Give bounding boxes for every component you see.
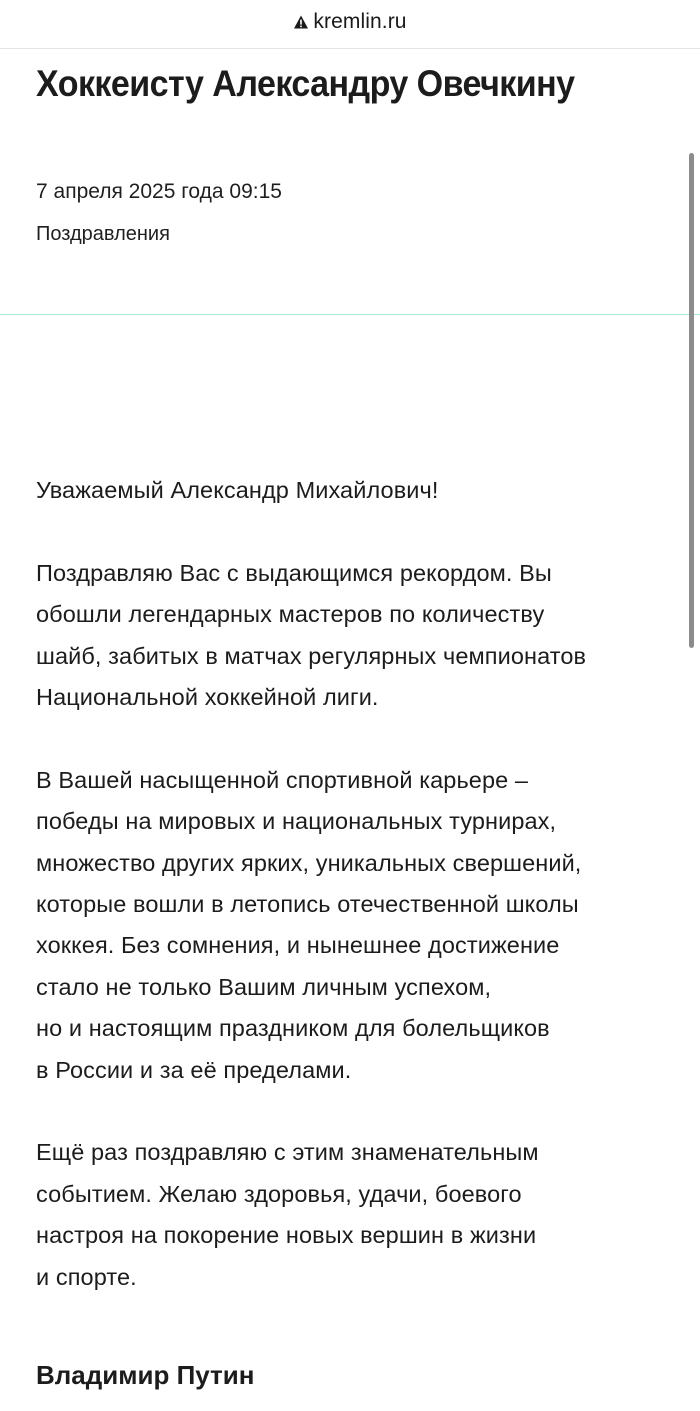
article-body: [36, 470, 676, 1298]
text-line: и спорте.: [36, 1263, 137, 1290]
address-bar[interactable]: [0, 0, 700, 49]
page-title: Хоккеисту Александру Овечкину: [36, 63, 575, 104]
section-divider: [0, 314, 700, 315]
signature: Владимир Путин: [36, 1360, 255, 1390]
text-line: стало не только Вашим личным успехом,: [36, 973, 492, 1000]
address-bar-content: [293, 10, 406, 34]
text-line: хоккея. Без сомнения, и нынешнее достижение: [36, 932, 560, 959]
paragraph-1: [36, 553, 676, 719]
text-line: множество других ярких, уникальных свершений,: [36, 849, 582, 876]
text-line: в России и за её пределами.: [36, 1056, 352, 1083]
text-line: шайб, забитых в матчах регулярных чемпионатов: [36, 642, 587, 669]
text-line: Национальной хоккейной лиги.: [36, 684, 379, 711]
warning-triangle-icon: [293, 14, 309, 30]
url-text: kremlin.ru: [313, 10, 407, 33]
scrollbar-thumb[interactable]: [689, 153, 694, 648]
text-line: которые вошли в летопись отечественной школы: [36, 891, 579, 918]
text-line: но и настоящим праздником для болельщиков: [36, 1015, 550, 1042]
text-line: обошли легендарных мастеров по количеству: [36, 601, 545, 628]
text-line: победы на мировых и национальных турнирах,: [36, 808, 557, 835]
publish-date: 7 апреля 2025 года 09:15: [36, 180, 282, 203]
category-link[interactable]: Поздравления: [36, 223, 170, 245]
text-line: Ещё раз поздравляю с этим знаменательным: [36, 1139, 539, 1166]
paragraph-2: [36, 760, 676, 1091]
text-line: настроя на покорение новых вершин в жизни: [36, 1222, 537, 1249]
paragraph-3: [36, 1132, 676, 1298]
text-line: Поздравляю Вас с выдающимся рекордом. Вы: [36, 559, 552, 586]
text-line: событием. Желаю здоровья, удачи, боевого: [36, 1180, 522, 1207]
text-line: В Вашей насыщенной спортивной карьере –: [36, 766, 529, 793]
greeting: Уважаемый Александр Михайлович!: [36, 477, 439, 503]
